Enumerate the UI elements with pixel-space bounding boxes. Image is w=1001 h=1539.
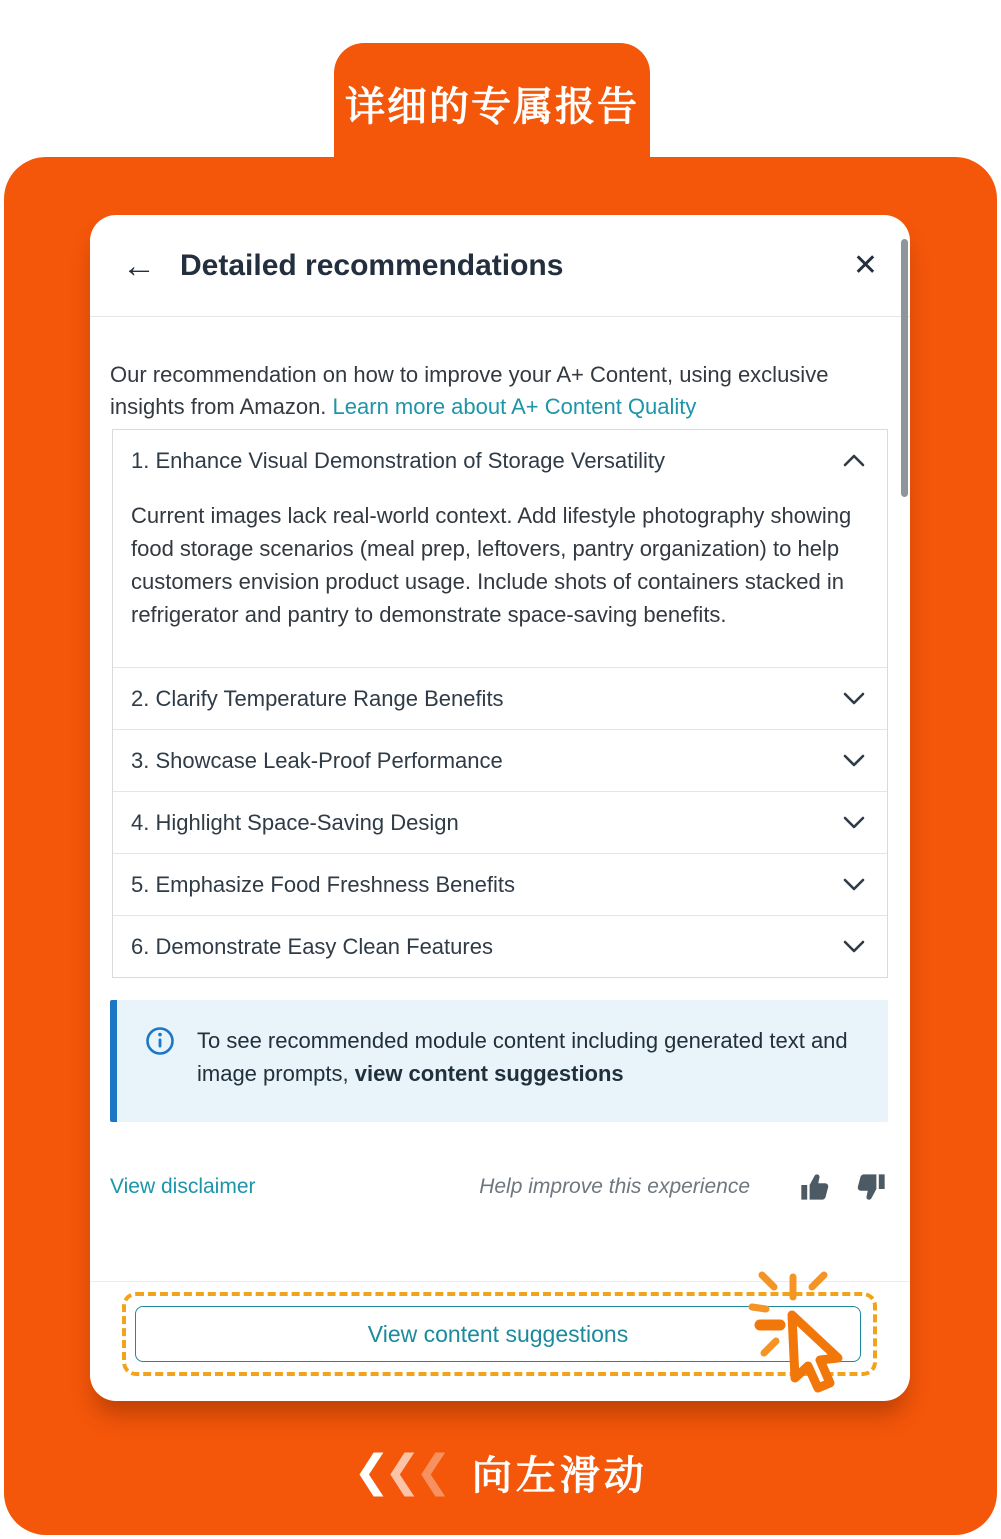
swipe-left-chevrons-icon xyxy=(353,1447,452,1496)
swipe-hint xyxy=(0,1442,1001,1502)
recommendation-item-3-label: 3. Showcase Leak-Proof Performance xyxy=(131,747,503,773)
chevron-up-icon xyxy=(843,454,865,467)
recommendation-item-6 xyxy=(113,915,887,977)
recommendation-item-3 xyxy=(113,729,887,791)
recommendation-item-4-header[interactable] xyxy=(113,792,887,853)
recommendation-item-1-header[interactable] xyxy=(113,430,887,491)
recommendation-item-2-label: 2. Clarify Temperature Range Benefits xyxy=(131,685,504,711)
recommendation-item-4 xyxy=(113,791,887,853)
info-note-text xyxy=(197,1024,864,1122)
recommendation-item-1-body: Current images lack real-world context. Add lifestyle photography showing food storage scenarios (meal prep, leftovers, pantry organization) to help customers envision product usage. Include shots of containers stacked in refrigerator and pantry to demonstrate space-saving benefits. xyxy=(131,503,852,627)
recommendation-item-6-header[interactable] xyxy=(113,916,887,977)
recommendation-item-6-label: 6. Demonstrate Easy Clean Features xyxy=(131,933,493,959)
recommendation-item-3-header[interactable] xyxy=(113,730,887,791)
scrollbar-thumb[interactable] xyxy=(901,239,908,497)
recommendation-item-5-header[interactable] xyxy=(113,854,887,915)
recommendations-modal xyxy=(90,215,910,1401)
recommendation-item-1 xyxy=(113,430,887,667)
top-callout-tab xyxy=(334,43,650,163)
view-disclaimer-link[interactable]: View disclaimer xyxy=(110,1175,256,1198)
feedback-group xyxy=(479,1172,886,1202)
info-note-bold: view content suggestions xyxy=(354,1061,624,1086)
view-content-suggestions-button[interactable]: View content suggestions xyxy=(135,1306,861,1362)
swipe-hint-label: 向左滑动 xyxy=(471,1453,648,1498)
recommendations-accordion xyxy=(112,429,888,978)
swipe-chevron-2: ❮ xyxy=(384,1447,421,1496)
back-arrow-icon[interactable]: ← xyxy=(122,246,156,285)
chevron-down-icon xyxy=(843,692,865,705)
intro-paragraph xyxy=(110,359,892,423)
recommendation-item-5 xyxy=(113,853,887,915)
recommendation-item-1-label: 1. Enhance Visual Demonstration of Storage Versatility xyxy=(131,447,666,473)
recommendation-item-5-label: 5. Emphasize Food Freshness Benefits xyxy=(131,871,515,897)
footer-divider xyxy=(90,1281,910,1282)
chevron-down-icon xyxy=(843,940,865,953)
swipe-chevron-1: ❮ xyxy=(353,1447,391,1496)
learn-more-link[interactable]: Learn more about A+ Content Quality xyxy=(332,394,697,419)
info-note xyxy=(110,1000,888,1122)
recommendation-item-2 xyxy=(113,667,887,729)
recommendation-item-4-label: 4. Highlight Space-Saving Design xyxy=(131,809,459,835)
thumbs-down-icon[interactable] xyxy=(854,1172,886,1202)
chevron-down-icon xyxy=(843,816,865,829)
intro-text: Our recommendation on how to improve your A+ Content, using exclusive insights from Amazon. xyxy=(110,362,829,419)
close-icon[interactable]: ✕ xyxy=(852,249,878,282)
top-callout-label: 详细的专属报告 xyxy=(345,84,639,129)
info-icon xyxy=(145,1026,175,1122)
swipe-chevron-3: ❮ xyxy=(414,1447,452,1496)
recommendation-item-2-header[interactable] xyxy=(113,668,887,729)
info-note-prefix: To see recommended module content including generated text and image prompts, xyxy=(197,1028,848,1086)
feedback-label: Help improve this experience xyxy=(479,1175,750,1198)
chevron-down-icon xyxy=(843,754,865,767)
modal-header xyxy=(90,215,910,317)
disclaimer-row xyxy=(110,1167,886,1207)
thumbs-up-icon[interactable] xyxy=(800,1172,832,1202)
chevron-down-icon xyxy=(843,878,865,891)
modal-title: Detailed recommendations xyxy=(180,248,564,282)
